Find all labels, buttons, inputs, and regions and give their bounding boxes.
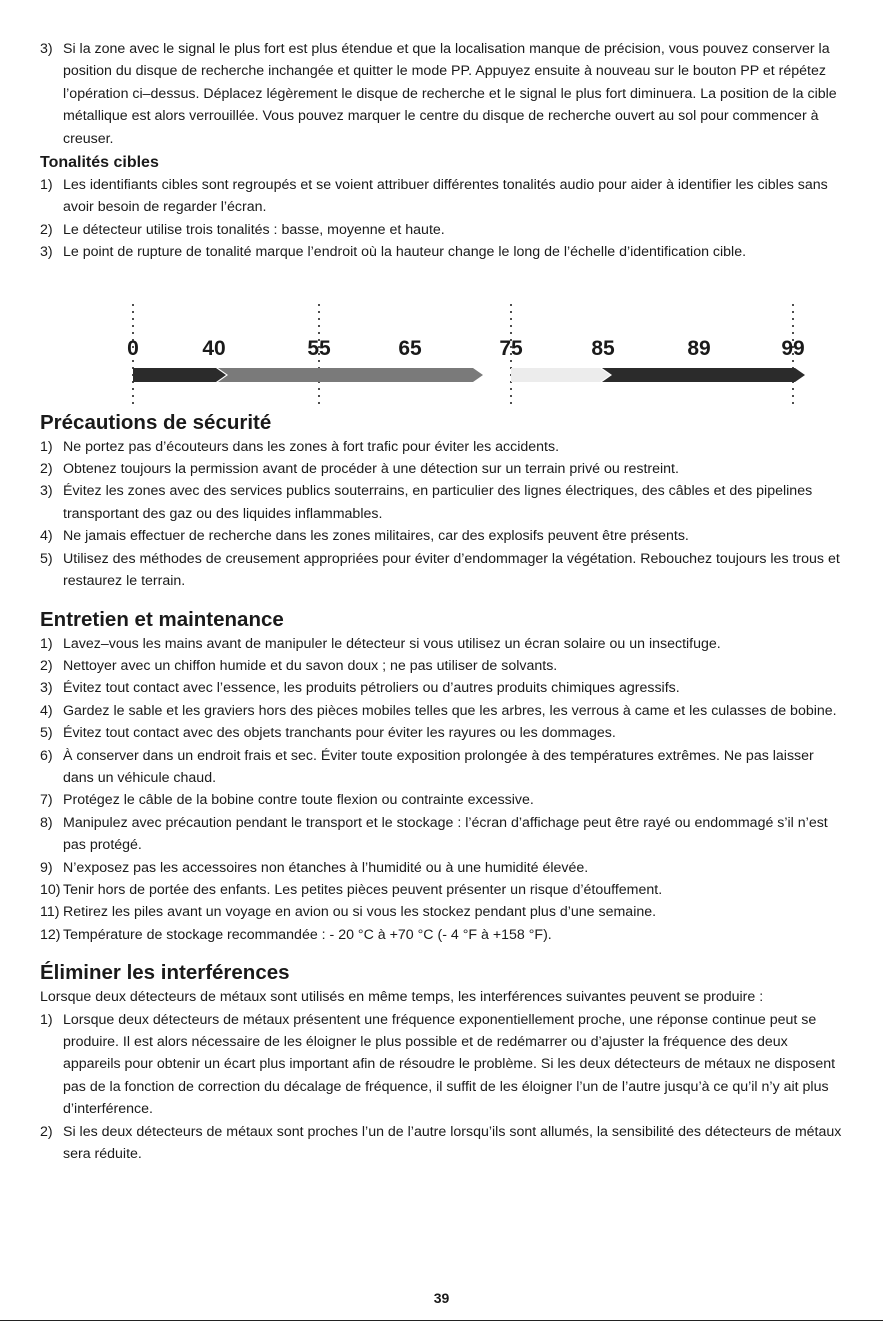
item-number: 6) (40, 747, 53, 764)
item-text: À conserver dans un endroit frais et sec. Éviter toute exposition prolongée à des températures extrêmes. Ne pas laisser dans un véhicule chaud. (63, 747, 814, 786)
list-item (40, 548, 845, 593)
tone-label: 65 (398, 336, 422, 360)
tone-label: 99 (781, 336, 805, 360)
item-number: 12) (40, 926, 61, 943)
item-number: 3) (40, 41, 53, 57)
item-text: N’exposez pas les accessoires non étanches à l’humidité ou à une humidité élevée. (63, 859, 589, 876)
list-item (40, 436, 845, 458)
tone-segment-high (602, 368, 805, 382)
item-number: 5) (40, 725, 53, 742)
item-text: Le détecteur utilise trois tonalités : basse, moyenne et haute. (63, 221, 445, 238)
item-text: Protégez le câble de la bobine contre toute flexion ou contrainte excessive. (63, 792, 534, 809)
section-heading-interference: Éliminer les interférences (40, 961, 290, 985)
list-item (40, 745, 845, 790)
item-text: Évitez les zones avec des services publics souterrains, en particulier des lignes électriques, des câbles et des pipelines transportant des gaz ou des liquides inflammables. (63, 483, 813, 522)
list-item (40, 219, 845, 241)
list-item (40, 677, 845, 699)
item-text: Le point de rupture de tonalité marque l’endroit où la hauteur change le long de l’échelle d’identification cible. (63, 244, 747, 261)
section-heading-safety: Précautions de sécurité (40, 410, 272, 434)
item-number: 2) (40, 461, 53, 478)
item-text: Ne portez pas d’écouteurs dans les zones à fort trafic pour éviter les accidents. (63, 438, 560, 455)
list-item (40, 458, 845, 480)
section-heading-tones: Tonalités cibles (40, 154, 159, 172)
item-number: 5) (40, 550, 53, 567)
item-text: Si la zone avec le signal le plus fort est plus étendue et que la localisation manque de précision, vous pouvez conserver la position du disque de recherche inchangée et quitter le mode PP. Appuyez ensuite à nouveau sur le bouton PP et répétez l’opération ci–dessus. Déplacez légèrement le disque de recherche et le signal le plus fort diminuera. La position de la cible métallique est alors verrouillée. Vous pouvez marquer le centre du disque de recherche ouvert au sol pour commencer à creuser. (63, 41, 837, 147)
list-item (40, 879, 845, 901)
item-number: 1) (40, 1011, 53, 1028)
tone-label: 55 (307, 336, 331, 360)
item-text: Les identifiants cibles sont regroupés et se voient attribuer différentes tonalités audio pour aider à identifier les cibles sans avoir besoin de regarder l’écran. (63, 177, 828, 216)
list-item (40, 901, 845, 923)
item-text: Nettoyer avec un chiffon humide et du savon doux ; ne pas utiliser de solvants. (63, 657, 558, 674)
item-number: 4) (40, 528, 53, 545)
item-text: Lorsque deux détecteurs de métaux présentent une fréquence exponentiellement proche, une réponse continue peut se produire. Il est alors nécessaire de les éloigner le plus possible et de redémarrer ou d’ajuster la fréquence des deux appareils pour obtenir un écart plus important afin de résoudre le problème. Si les deux détecteurs de métaux ne disposent pas de la fonction de correction du décalage de fréquence, il suffit de les éloigner l’un de l’autre jusqu’à ce qu’il n’y ait plus d’interférence. (63, 1011, 836, 1118)
list-item (40, 38, 845, 150)
bottom-rule (0, 1320, 883, 1321)
item-number: 4) (40, 702, 53, 719)
list-item (40, 789, 845, 811)
list-item (40, 480, 845, 525)
list-item (40, 633, 845, 655)
item-number: 1) (40, 177, 53, 194)
list-item (40, 174, 845, 219)
tone-scale (40, 304, 845, 414)
section-heading-maintenance: Entretien et maintenance (40, 607, 284, 631)
tone-scale-graphic (40, 304, 845, 414)
tone-label: 0 (127, 336, 139, 360)
item-number: 2) (40, 1123, 53, 1140)
list-item (40, 812, 845, 857)
item-number: 9) (40, 859, 53, 876)
tone-label: 89 (687, 336, 711, 360)
item-number: 3) (40, 680, 53, 697)
item-text: Utilisez des méthodes de creusement appropriées pour éviter d’endommager la végétation. Rebouchez toujours les trous et restaurez le terrain. (63, 550, 840, 590)
item-text: Évitez tout contact avec des objets tranchants pour éviter les rayures ou les dommages. (63, 725, 616, 742)
list-item (40, 857, 845, 879)
item-number: 2) (40, 657, 53, 674)
list-item (40, 924, 845, 946)
list-item (40, 655, 845, 677)
list-item (40, 1009, 845, 1121)
item-number: 2) (40, 221, 53, 238)
tone-label: 40 (202, 336, 226, 360)
item-text: Lavez–vous les mains avant de manipuler le détecteur si vous utilisez un écran solaire ou un insectifuge. (63, 635, 721, 652)
tone-segment-mid (218, 368, 483, 382)
item-number: 7) (40, 792, 53, 809)
list-item (40, 722, 845, 744)
tone-segment-light (511, 368, 610, 382)
list-item (40, 1121, 845, 1166)
item-number: 10) (40, 881, 61, 898)
list-item (40, 241, 845, 263)
item-text: Obtenez toujours la permission avant de procéder à une détection sur un terrain privé ou restreint. (63, 461, 679, 478)
page-content (40, 38, 845, 1165)
item-number: 11) (40, 904, 60, 921)
tone-label: 75 (499, 336, 523, 360)
page-number: 39 (433, 1290, 450, 1306)
tone-label: 85 (591, 336, 615, 360)
item-text: Ne jamais effectuer de recherche dans les zones militaires, car des explosifs peuvent être présents. (63, 528, 689, 545)
tone-segment-low (133, 368, 226, 382)
item-text: Retirez les piles avant un voyage en avion ou si vous les stockez pendant plus d’une semaine. (63, 904, 657, 921)
item-text: Température de stockage recommandée : - 20 °C à +70 °C (- 4 °F à +158 °F). (63, 926, 552, 943)
item-text: Si les deux détecteurs de métaux sont proches l’un de l’autre lorsqu’ils sont allumés, la sensibilité des détecteurs de métaux sera réduite. (63, 1123, 842, 1163)
list-item (40, 700, 845, 722)
item-number: 1) (40, 438, 53, 455)
item-number: 3) (40, 244, 53, 261)
item-text: Tenir hors de portée des enfants. Les petites pièces peuvent présenter un risque d’étouffement. (63, 881, 663, 898)
item-text: Gardez le sable et les graviers hors des pièces mobiles telles que les arbres, les verrous à came et les culasses de bobine. (63, 702, 837, 719)
item-text: Évitez tout contact avec l’essence, les produits pétroliers ou d’autres produits chimiques agressifs. (63, 680, 680, 697)
section-intro: Lorsque deux détecteurs de métaux sont utilisés en même temps, les interférences suivantes peuvent se produire : (40, 989, 764, 1006)
item-number: 8) (40, 814, 53, 831)
item-number: 3) (40, 483, 53, 500)
list-item (40, 525, 845, 547)
item-number: 1) (40, 635, 53, 652)
item-text: Manipulez avec précaution pendant le transport et le stockage : l’écran d’affichage peut être rayé ou endommagé s’il n’est pas protégé. (63, 814, 828, 854)
